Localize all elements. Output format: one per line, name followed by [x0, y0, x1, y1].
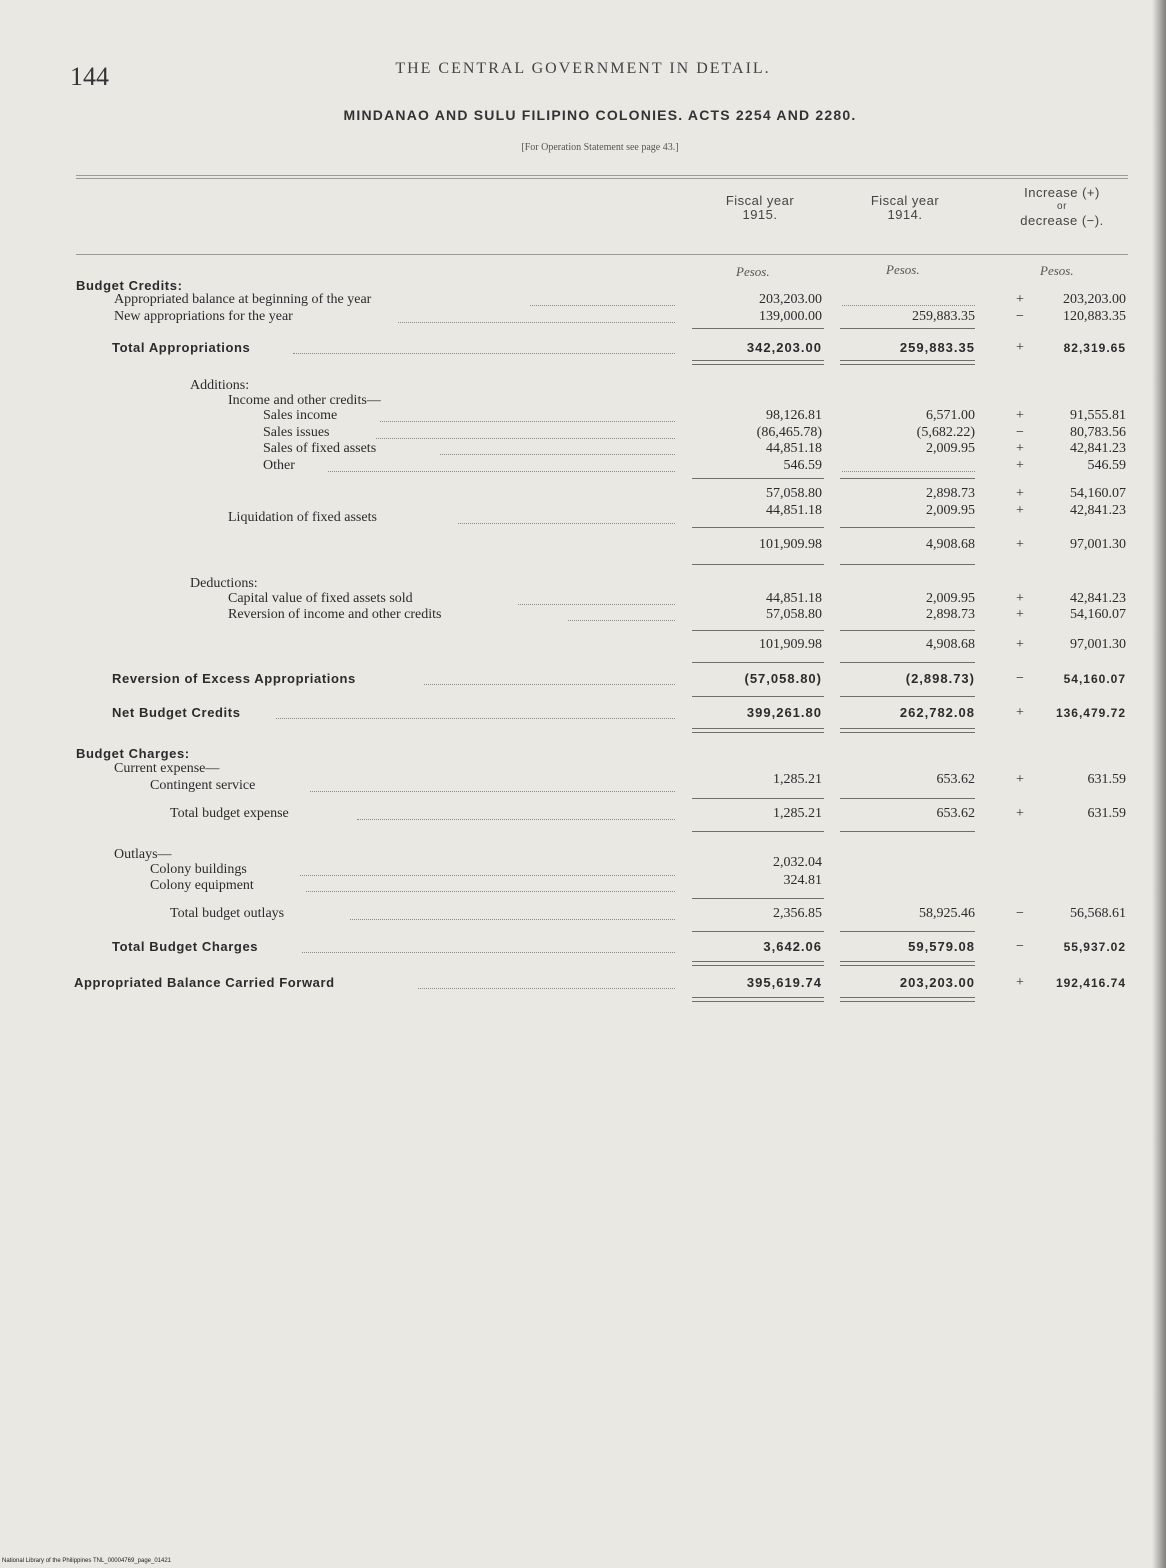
leader-dots	[310, 775, 675, 792]
table-row-new-approp	[0, 309, 1166, 325]
operation-statement-note: [For Operation Statement see page 43.]	[521, 142, 679, 153]
table-row-colony-equipment	[0, 873, 1166, 893]
scan-footer-caption: National Library of the Philippines TNL_00004769_page_01421	[2, 1558, 172, 1564]
col-fy1914-header	[845, 194, 965, 222]
sum-rule	[692, 798, 824, 799]
sum-rule	[692, 662, 824, 663]
cell-fy1914: 6,571.00	[926, 408, 975, 423]
leader-dots	[568, 604, 675, 621]
cell-fy1915: 1,285.21	[773, 806, 822, 821]
sum-rule	[840, 527, 975, 528]
table-row-other	[0, 458, 1166, 474]
unit-label-col3: Pesos.	[1040, 263, 1074, 278]
sum-rule	[840, 662, 975, 663]
table-row-carried-forward	[0, 975, 1166, 991]
cell-sign: −	[1016, 906, 1024, 921]
leader-dots	[276, 702, 675, 719]
cell-fy1914: 259,883.35	[899, 340, 975, 355]
sum-rule	[840, 931, 975, 932]
leader-dots	[842, 455, 975, 472]
table-row-reversion-excess	[0, 671, 1166, 687]
cell-sign: −	[1016, 425, 1024, 440]
cell-change: 55,937.02	[1063, 940, 1126, 954]
col-fy1915-header	[700, 194, 820, 222]
cell-change: 97,001.30	[1070, 537, 1126, 552]
cell-fy1914: 653.62	[936, 772, 975, 787]
leader-dots	[302, 936, 675, 953]
col-fy1915-line1: Fiscal year	[725, 193, 795, 208]
double-rule	[692, 997, 824, 1002]
double-rule	[692, 961, 824, 966]
cell-change: 120,883.35	[1063, 309, 1126, 324]
cell-fy1915: 98,126.81	[766, 408, 822, 423]
double-rule	[840, 728, 975, 733]
cell-change: 91,555.81	[1070, 408, 1126, 423]
cell-sign: +	[1016, 537, 1024, 552]
cell-change: 80,783.56	[1070, 425, 1126, 440]
cell-sign: +	[1016, 408, 1024, 423]
cell-sign: +	[1016, 637, 1024, 652]
table-row-colony-buildings	[0, 855, 1166, 877]
running-head: THE CENTRAL GOVERNMENT IN DETAIL.	[395, 60, 771, 77]
cell-fy1914: 2,009.95	[926, 503, 975, 518]
cell-sign: +	[1016, 340, 1024, 355]
cell-fy1914: 259,883.35	[912, 309, 975, 324]
double-rule	[840, 997, 975, 1002]
double-rule	[840, 360, 975, 365]
row-label: Total budget expense	[170, 806, 289, 821]
cell-sign: −	[1016, 309, 1024, 324]
leader-dots	[440, 438, 675, 455]
row-label: Net Budget Credits	[112, 705, 241, 720]
header-bottom-rule	[76, 254, 1128, 255]
cell-fy1914: 2,898.73	[926, 486, 975, 501]
col-fy1914-line1: Fiscal year	[870, 193, 940, 208]
table-row-total-additions	[0, 537, 1166, 553]
cell-fy1915: 2,356.85	[773, 906, 822, 921]
sum-rule	[692, 328, 824, 329]
row-label: Outlays—	[114, 847, 172, 862]
cell-fy1914: 262,782.08	[899, 705, 975, 720]
cell-sign: −	[1016, 939, 1024, 954]
table-row-total-expense	[0, 806, 1166, 822]
section-budget-charges	[0, 746, 1166, 762]
cell-fy1914: (5,682.22)	[916, 425, 975, 440]
leader-dots	[380, 405, 675, 422]
row-label: Contingent service	[150, 778, 256, 793]
cell-sign: +	[1016, 458, 1024, 473]
table-title: MINDANAO AND SULU FILIPINO COLONIES. ACTS 2254 AND 2280.	[343, 107, 857, 123]
leader-dots	[357, 803, 675, 820]
page-number: 144	[70, 62, 109, 91]
leader-dots	[306, 875, 675, 892]
cell-fy1915: 546.59	[783, 458, 822, 473]
row-label: Capital value of fixed assets sold	[228, 591, 413, 606]
cell-fy1914: (2,898.73)	[905, 671, 975, 686]
leader-dots	[293, 337, 675, 354]
cell-fy1915: 44,851.18	[766, 503, 822, 518]
table-row-reversion-income	[0, 607, 1166, 623]
row-label: Current expense—	[114, 761, 220, 776]
cell-sign: +	[1016, 441, 1024, 456]
cell-fy1914: 2,009.95	[926, 441, 975, 456]
row-label: Deductions:	[190, 576, 258, 591]
cell-fy1915: 395,619.74	[746, 975, 822, 990]
leader-dots	[530, 289, 675, 306]
unit-label-col2: Pesos.	[886, 262, 920, 277]
cell-change: 136,479.72	[1055, 706, 1126, 720]
cell-fy1915: (57,058.80)	[744, 671, 822, 686]
cell-change: 54,160.07	[1070, 607, 1126, 622]
leader-dots	[398, 306, 675, 323]
cell-fy1915: 44,851.18	[766, 591, 822, 606]
sum-rule	[692, 696, 824, 697]
cell-fy1915: 342,203.00	[746, 340, 822, 355]
row-label: Budget Charges:	[76, 746, 190, 761]
leader-dots	[842, 289, 975, 306]
row-label: Sales of fixed assets	[263, 441, 377, 456]
cell-fy1915: 44,851.18	[766, 441, 822, 456]
cell-fy1915: 2,032.04	[773, 855, 822, 870]
cell-change: 631.59	[1087, 772, 1126, 787]
cell-fy1914: 2,898.73	[926, 607, 975, 622]
table-row-total-charges	[0, 939, 1166, 955]
leader-dots	[424, 668, 675, 685]
row-label: Colony buildings	[150, 862, 247, 877]
cell-fy1914: 653.62	[936, 806, 975, 821]
sum-rule	[692, 564, 824, 565]
table-row-net-budget	[0, 705, 1166, 721]
cell-sign: +	[1016, 772, 1024, 787]
sum-rule	[692, 898, 824, 899]
cell-fy1915: (86,465.78)	[756, 425, 822, 440]
sum-rule	[840, 831, 975, 832]
cell-fy1915: 324.81	[783, 873, 822, 888]
col-change-line1: Increase (+)	[1024, 185, 1100, 200]
cell-fy1914: 4,908.68	[926, 637, 975, 652]
sum-rule	[840, 478, 975, 479]
cell-fy1915: 57,058.80	[766, 607, 822, 622]
leader-dots	[518, 588, 675, 605]
table-row-total-deductions	[0, 637, 1166, 653]
leader-dots	[418, 972, 675, 989]
row-label: Appropriated Balance Carried Forward	[74, 975, 335, 990]
cell-change: 54,160.07	[1070, 486, 1126, 501]
cell-sign: +	[1016, 705, 1024, 720]
row-label: Budget Credits:	[76, 278, 183, 293]
sum-rule	[692, 630, 824, 631]
cell-change: 546.59	[1087, 458, 1126, 473]
row-label: Liquidation of fixed assets	[228, 510, 377, 525]
row-label: Reversion of Excess Appropriations	[112, 671, 356, 686]
col-change-header	[996, 186, 1128, 228]
sum-rule	[840, 630, 975, 631]
cell-sign: +	[1016, 607, 1024, 622]
leader-dots	[458, 507, 675, 524]
leader-dots	[376, 422, 675, 439]
cell-fy1915: 3,642.06	[763, 939, 822, 954]
sum-rule	[692, 527, 824, 528]
cell-fy1915: 101,909.98	[759, 637, 822, 652]
cell-change: 54,160.07	[1063, 672, 1126, 686]
top-rule-inner	[76, 178, 1128, 179]
row-label: Appropriated balance at beginning of the year	[114, 292, 372, 307]
col-fy1914-line2: 1914.	[887, 207, 923, 222]
cell-fy1915: 139,000.00	[759, 309, 822, 324]
cell-change: 42,841.23	[1070, 503, 1126, 518]
cell-change: 192,416.74	[1055, 976, 1126, 990]
sum-rule	[840, 564, 975, 565]
row-label: Reversion of income and other credits	[228, 607, 442, 622]
table-row-total-outlays	[0, 906, 1166, 922]
cell-change: 97,001.30	[1070, 637, 1126, 652]
section-additions	[0, 378, 1166, 394]
unit-label-col1: Pesos.	[736, 264, 770, 279]
leader-dots	[350, 903, 675, 920]
table-row-liquidation	[0, 503, 1166, 525]
cell-fy1915: 101,909.98	[759, 537, 822, 552]
cell-fy1915: 1,285.21	[773, 772, 822, 787]
row-label: Additions:	[190, 378, 250, 393]
cell-fy1914: 203,203.00	[899, 975, 975, 990]
sum-rule	[692, 478, 824, 479]
cell-sign: −	[1016, 671, 1024, 686]
cell-change: 56,568.61	[1070, 906, 1126, 921]
cell-sign: +	[1016, 486, 1024, 501]
double-rule	[692, 360, 824, 365]
row-label: Total Appropriations	[112, 340, 251, 355]
cell-sign: +	[1016, 292, 1024, 307]
cell-fy1914: 2,009.95	[926, 591, 975, 606]
sum-rule	[692, 831, 824, 832]
double-rule	[692, 728, 824, 733]
top-rule	[76, 175, 1128, 176]
cell-change: 631.59	[1087, 806, 1126, 821]
sum-rule	[840, 798, 975, 799]
row-label: Income and other credits—	[228, 393, 381, 408]
row-label: Other	[263, 458, 295, 473]
row-label: Sales issues	[263, 425, 330, 440]
col-change-line3: decrease (−).	[1020, 213, 1104, 228]
double-rule	[840, 961, 975, 966]
cell-fy1914: 58,925.46	[919, 906, 975, 921]
table-row-total-approp	[0, 340, 1166, 356]
cell-change: 42,841.23	[1070, 441, 1126, 456]
cell-fy1915: 203,203.00	[759, 292, 822, 307]
row-label: Total Budget Charges	[112, 939, 259, 954]
cell-fy1914: 59,579.08	[908, 939, 975, 954]
row-label: New appropriations for the year	[114, 309, 293, 324]
table-row-subtotal-income	[0, 486, 1166, 502]
cell-sign: +	[1016, 503, 1024, 518]
cell-fy1915: 399,261.80	[746, 705, 822, 720]
row-label: Colony equipment	[150, 878, 254, 893]
cell-sign: +	[1016, 806, 1024, 821]
cell-sign: +	[1016, 975, 1024, 990]
col-fy1915-line2: 1915.	[742, 207, 778, 222]
col-change-line2: or	[1057, 201, 1067, 212]
sum-rule	[840, 328, 975, 329]
sum-rule	[692, 931, 824, 932]
row-label: Sales income	[263, 408, 338, 423]
sum-rule	[840, 696, 975, 697]
row-label: Total budget outlays	[170, 906, 285, 921]
leader-dots	[328, 455, 675, 472]
cell-change: 203,203.00	[1063, 292, 1126, 307]
cell-sign: +	[1016, 591, 1024, 606]
table-row-contingent	[0, 772, 1166, 793]
cell-fy1915: 57,058.80	[766, 486, 822, 501]
cell-change: 42,841.23	[1070, 591, 1126, 606]
cell-fy1914: 4,908.68	[926, 537, 975, 552]
cell-change: 82,319.65	[1063, 341, 1126, 355]
